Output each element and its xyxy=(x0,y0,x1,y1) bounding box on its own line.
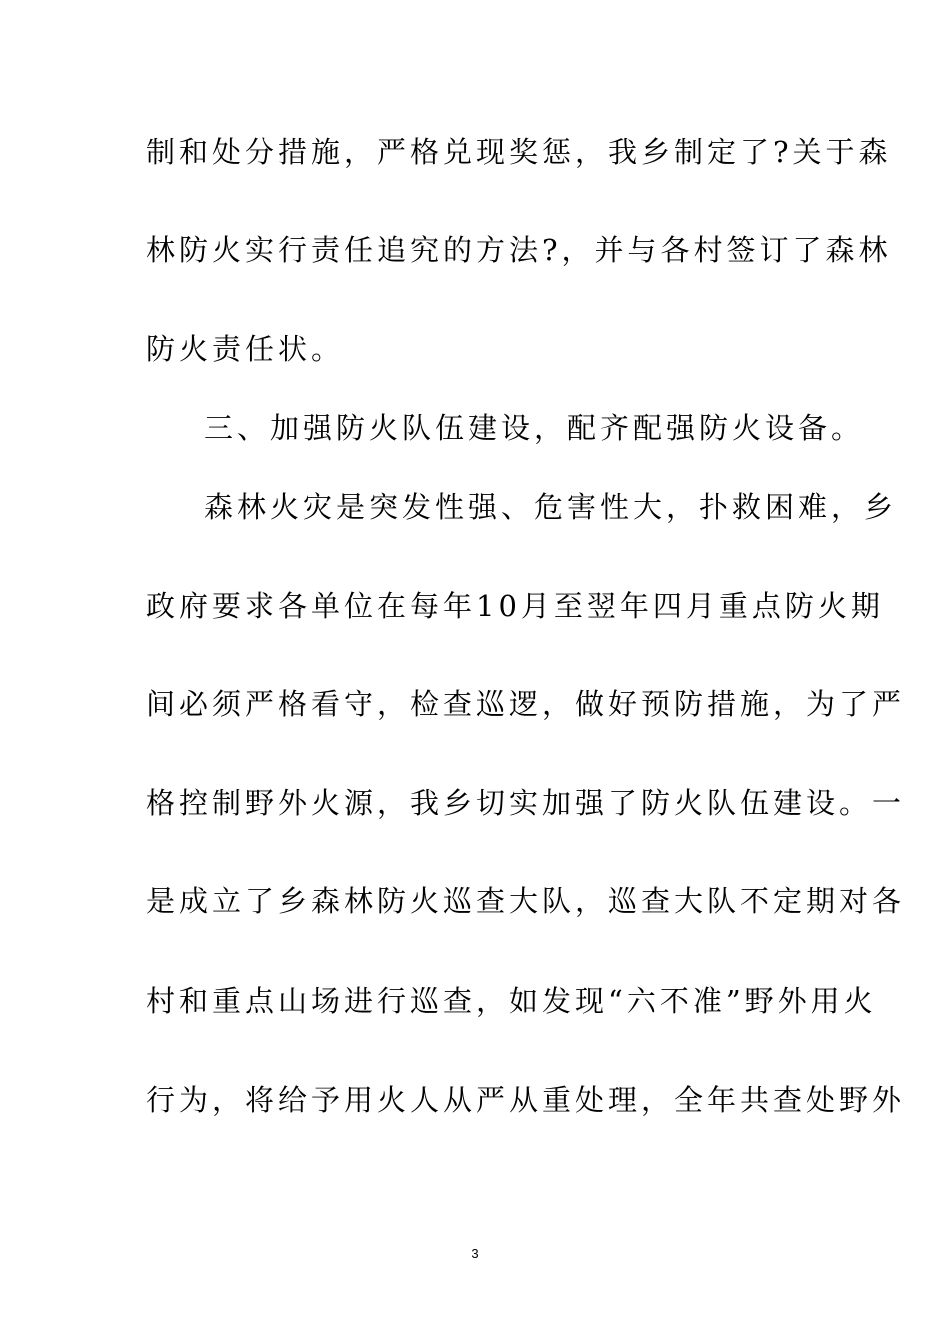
text-line: 间必须严格看守，检查巡逻，做好预防措施，为了严 xyxy=(146,687,906,721)
text-line: 政府要求各单位在每年10月至翌年四月重点防火期 xyxy=(146,589,884,623)
text-line: 林防火实行责任追究的方法?，并与各村签订了森林 xyxy=(146,233,892,267)
text-line: 防火责任状。 xyxy=(146,332,345,366)
section-heading: 三、加强防火队伍建设，配齐配强防火设备。 xyxy=(204,411,865,445)
text-line: 森林火灾是突发性强、危害性大，扑救困难，乡 xyxy=(204,490,898,524)
text-line: 格控制野外火源，我乡切实加强了防火队伍建设。一 xyxy=(146,786,906,820)
text-line: 村和重点山场进行巡查，如发现“六不准”野外用火 xyxy=(146,984,877,1018)
text-line: 制和处分措施，严格兑现奖惩，我乡制定了?关于森 xyxy=(146,135,892,169)
text-line: 是成立了乡森林防火巡查大队，巡查大队不定期对各 xyxy=(146,884,906,918)
page-number: 3 xyxy=(471,1246,479,1261)
text-line: 行为，将给予用火人从严从重处理，全年共查处野外 xyxy=(146,1083,906,1117)
